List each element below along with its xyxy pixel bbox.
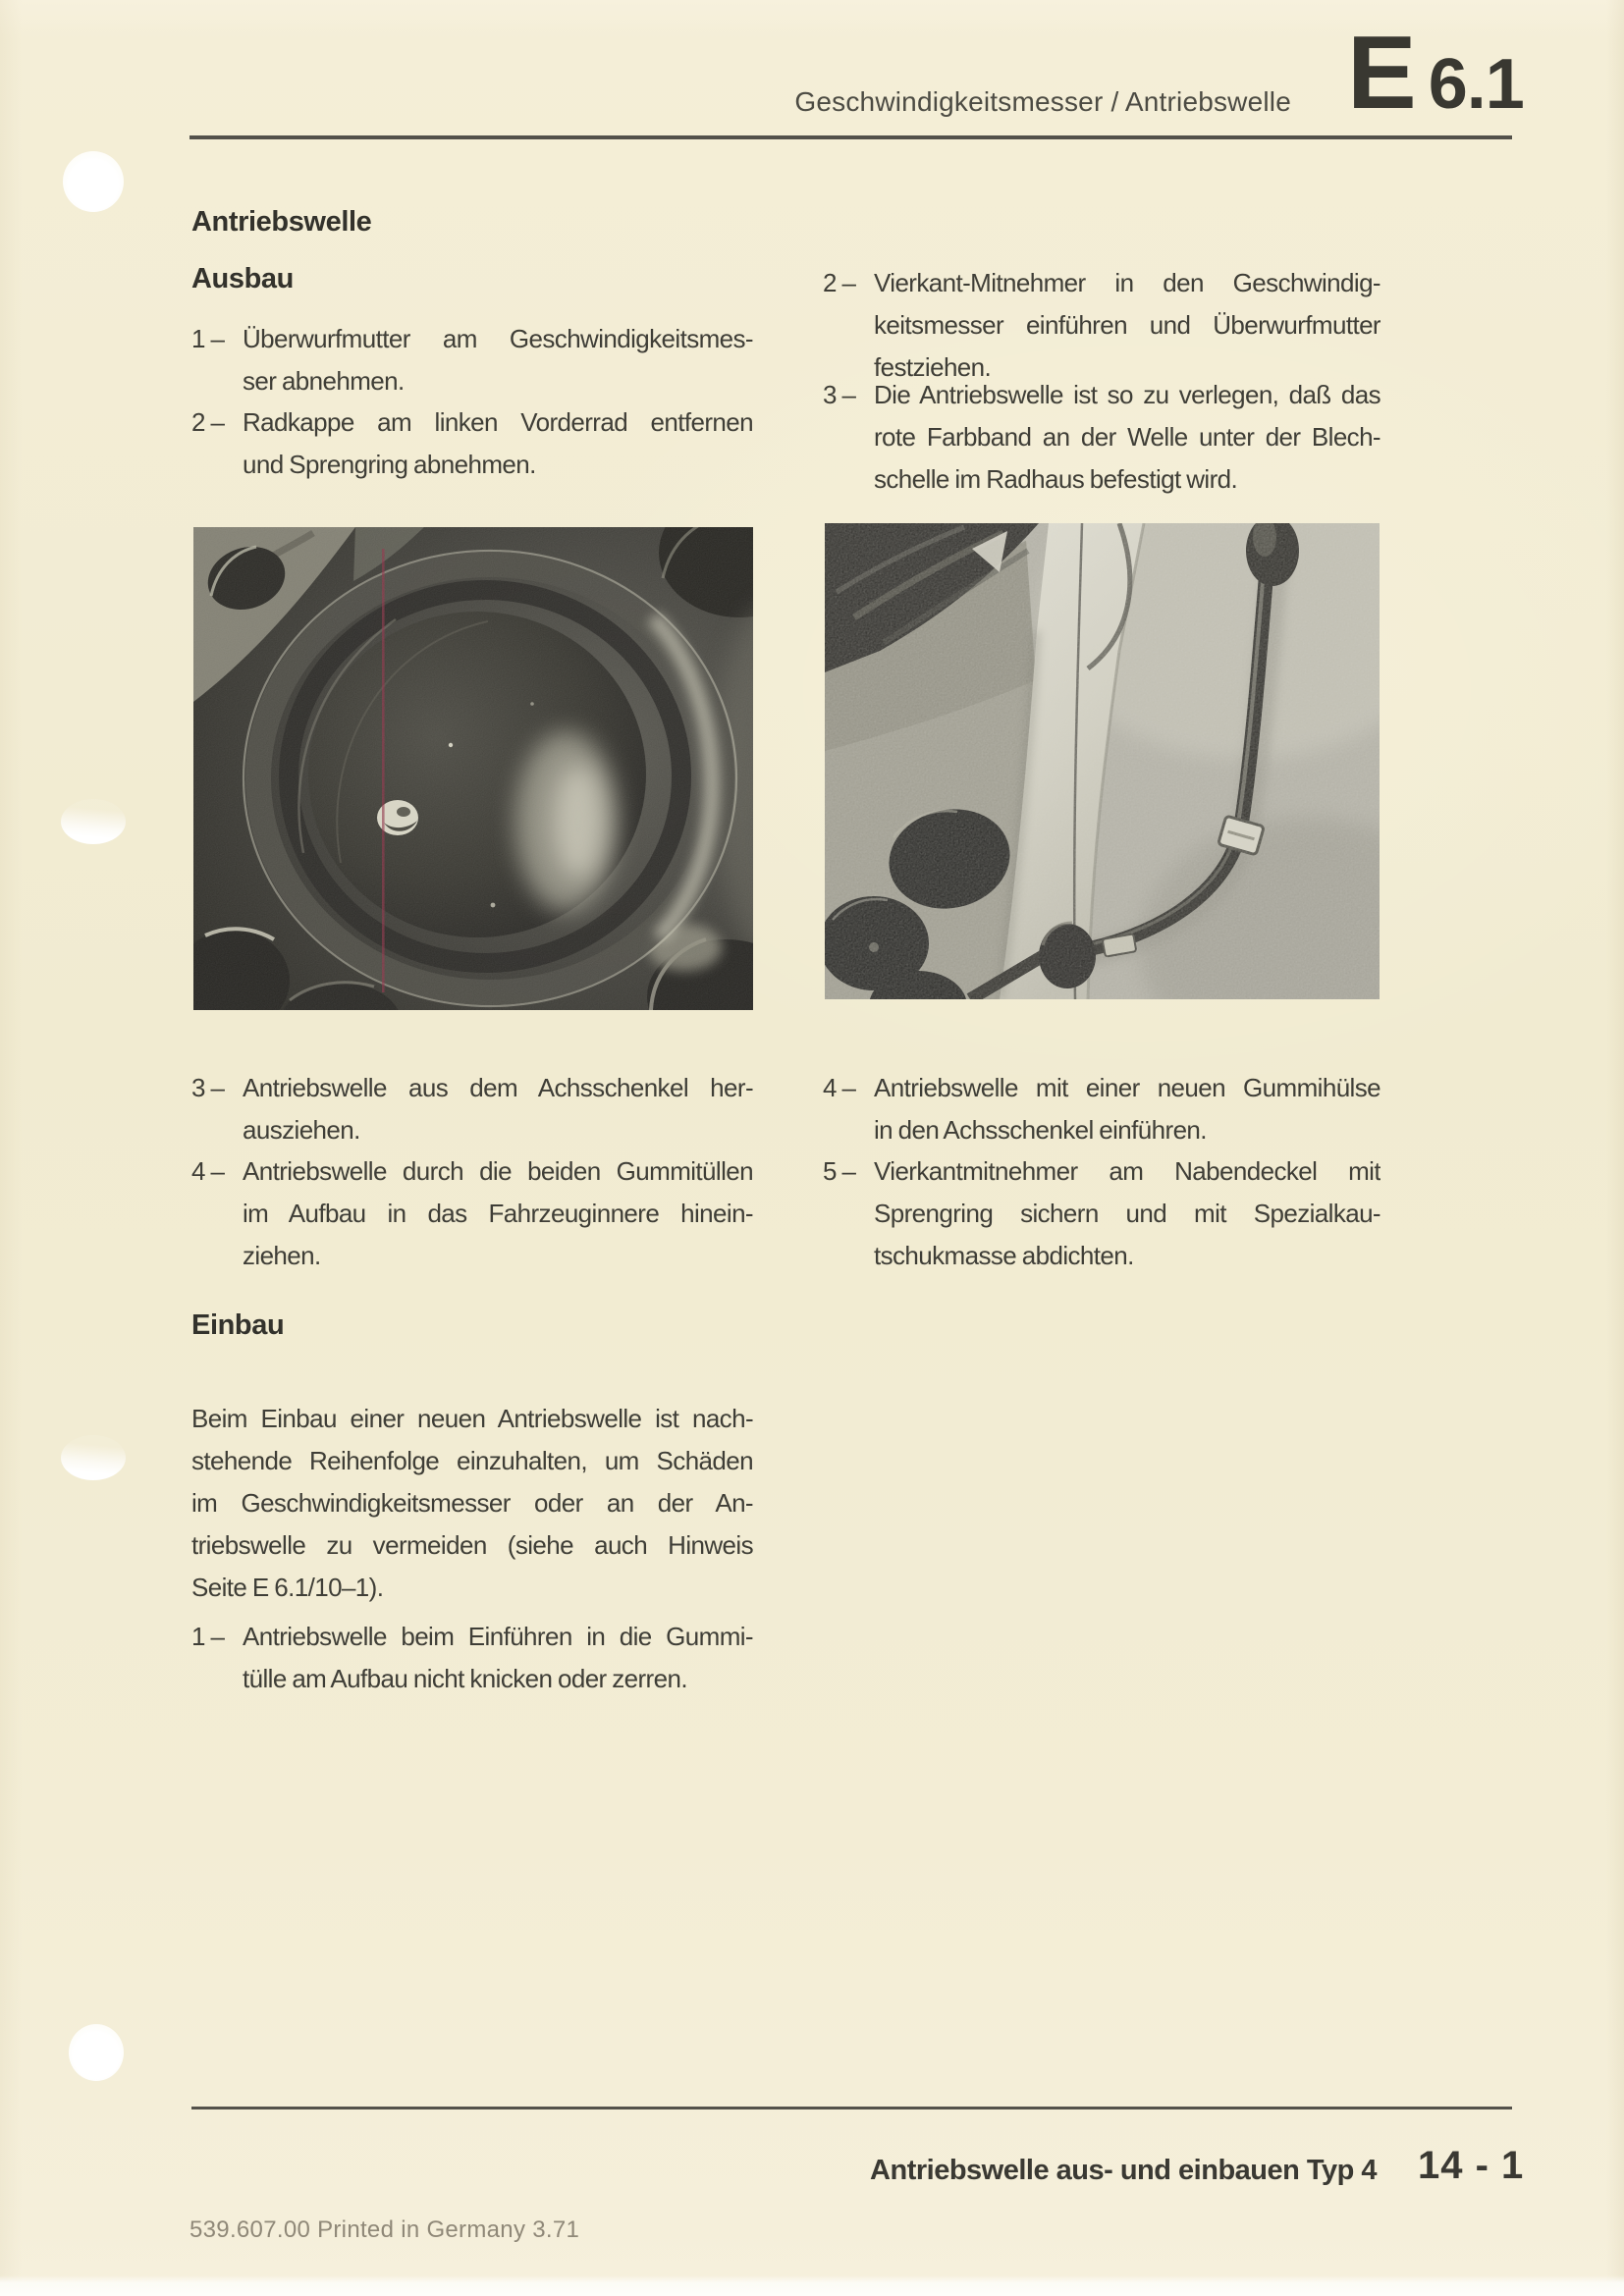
step-ausbau-2 [191,401,753,486]
photo-drive-cable [825,523,1380,999]
step-ausbau-3 [191,1067,753,1151]
footer-rule [191,2107,1512,2109]
punch-hole [61,1435,126,1480]
step-line: ausziehen. [243,1115,360,1145]
imprint: 539.607.00 Printed in Germany 3.71 [189,2216,580,2243]
step-line: tschukmasse abdichten. [874,1241,1134,1270]
step-line: Antriebswelle aus dem Achsschenkel her- [243,1073,753,1102]
paragraph-line: Beim Einbau einer neuen Antriebswelle ist nach- [191,1404,753,1433]
paragraph-line: im Geschwindigkeitsmesser oder an der An- [191,1488,753,1518]
footer-caption: Antriebswelle aus- und einbauen Typ 4 [870,2155,1377,2186]
step-number: 2 – [191,407,225,437]
step-line: Die Antriebswelle ist so zu verlegen, daß das [874,380,1380,409]
paragraph-line: stehende Reihenfolge einzuhalten, um Schäden [191,1446,753,1475]
paragraph-line: Seite E 6.1/10–1). [191,1573,384,1602]
punch-hole [61,799,126,844]
breadcrumb: Geschwindigkeitsmesser / Antriebswelle [794,86,1291,117]
step-number: 5 – [823,1156,856,1186]
step-line: schelle im Radhaus befestigt wird. [874,464,1238,494]
photo-hubcap-art [193,527,753,1010]
step-line: Antriebswelle durch die beiden Gummitüllen [243,1156,753,1186]
step-ausbau-1 [191,318,753,402]
step-number: 3 – [191,1073,225,1102]
step-line: Überwurfmutter am Geschwindigkeitsmes- [243,324,753,353]
photo-hubcap [193,527,753,1010]
step-line: Radkappe am linken Vorderrad entfernen [243,407,753,437]
step-line: tülle am Aufbau nicht knicken oder zerren. [243,1664,687,1693]
step-ausbau-4 [191,1150,753,1277]
step-number: 3 – [823,380,856,409]
step-einbau-seq-2 [823,262,1380,389]
step-line: ser abnehmen. [243,366,405,396]
section-code [1347,15,1543,131]
ausbau-heading: Ausbau [191,263,294,294]
step-number: 2 – [823,268,856,297]
step-line: rote Farbband an der Welle unter der Blech- [874,422,1380,452]
section-code-number: 6.1 [1428,45,1524,124]
step-line: Antriebswelle beim Einführen in die Gummi- [243,1622,753,1651]
header-rule [189,135,1512,139]
punch-hole [63,151,124,212]
step-line: festziehen. [874,352,992,382]
step-einbau-seq-4 [823,1067,1380,1151]
einbau-intro-paragraph [191,1398,753,1609]
step-number: 4 – [191,1156,225,1186]
step-number: 1 – [191,324,225,353]
page-number: 14 - 1 [1418,2144,1525,2187]
page-title: Antriebswelle [191,206,372,238]
scan-edge-strip [0,2275,1624,2296]
step-line: und Sprengring abnehmen. [243,450,536,479]
step-number: 1 – [191,1622,225,1651]
einbau-heading: Einbau [191,1309,285,1341]
step-line: ziehen. [243,1241,321,1270]
paragraph-line: triebswelle zu vermeiden (siehe auch Hinweis [191,1530,753,1560]
section-code-letter: E [1347,15,1415,131]
step-line: keitsmesser einführen und Überwurfmutter [874,310,1380,340]
step-number: 4 – [823,1073,856,1102]
step-line: Vierkant-Mitnehmer in den Geschwindig- [874,268,1380,297]
step-einbau-seq-3 [823,374,1380,501]
punch-hole [69,2024,124,2081]
step-line: Vierkantmitnehmer am Nabendeckel mit [874,1156,1380,1186]
step-line: im Aufbau in das Fahrzeuginnere hinein- [243,1199,753,1228]
step-einbau-1 [191,1616,753,1700]
photo-drive-cable-art [825,523,1380,999]
step-line: Antriebswelle mit einer neuen Gummihülse [874,1073,1380,1102]
step-line: Sprengring sichern und mit Spezialkau- [874,1199,1380,1228]
step-line: in den Achsschenkel einführen. [874,1115,1207,1145]
step-einbau-seq-5 [823,1150,1380,1277]
